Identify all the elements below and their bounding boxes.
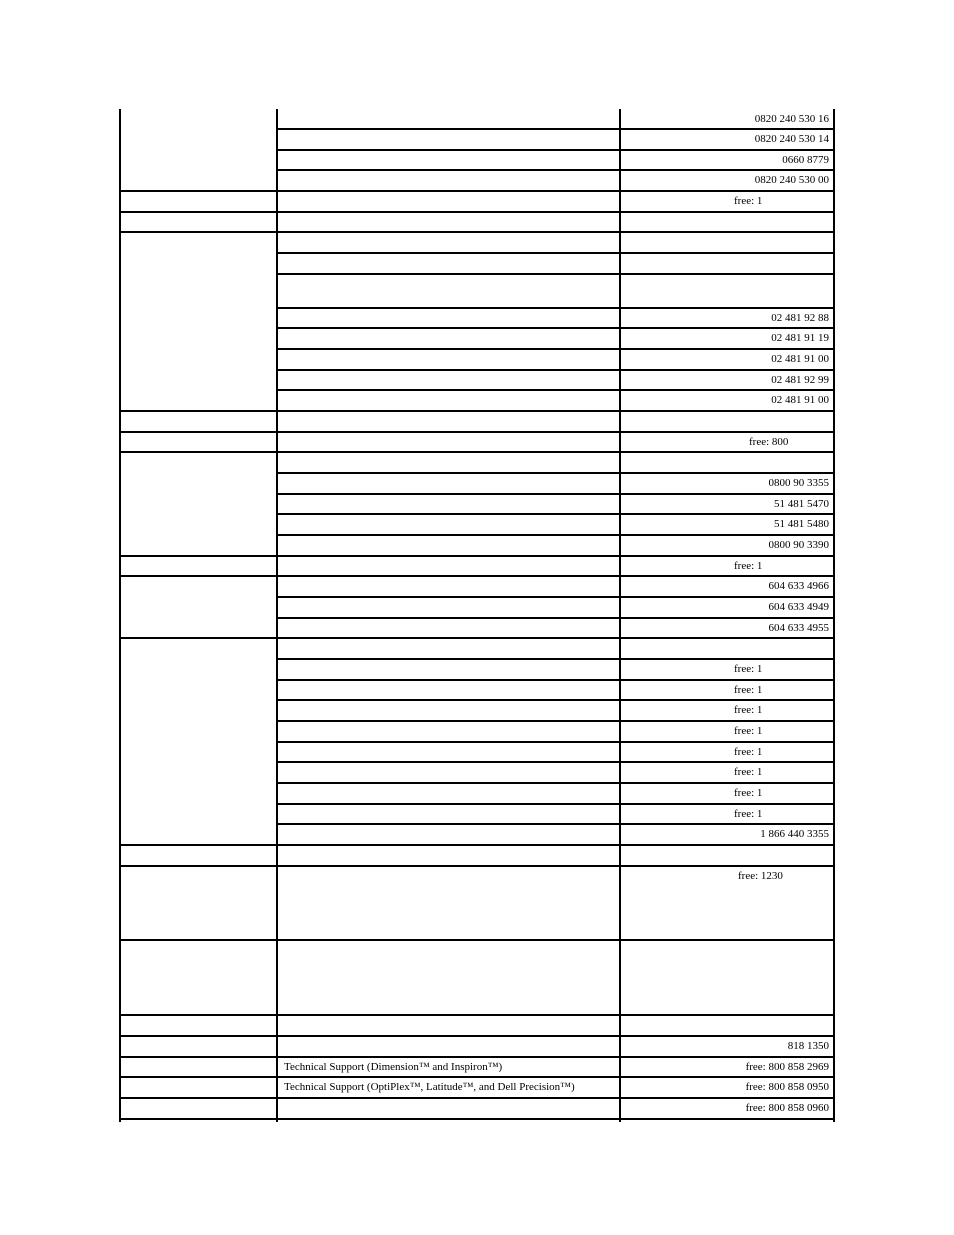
table-rule [119,1118,835,1120]
table-rule [119,575,278,577]
toll-free-label: free: 1 [734,746,763,758]
table-rule [119,1097,278,1099]
phone-number: 02 481 91 19 [771,332,829,344]
toll-free-label: free: 1 [734,663,763,675]
table-rule [276,431,835,433]
table-rule [276,555,835,557]
table-rule [276,149,835,151]
toll-free-label: free: 1 [734,684,763,696]
table-rule [276,493,835,495]
table-rule [276,513,835,515]
phone-number: 51 481 5470 [774,498,829,510]
phone-number: 0820 240 530 16 [754,113,829,125]
phone-number: 604 633 4966 [768,580,829,592]
phone-number: 604 633 4949 [768,601,829,613]
table-rule [276,761,835,763]
phone-number: 0800 90 3390 [768,539,829,551]
toll-free-label: free: 1 [734,787,763,799]
table-rule [119,231,278,233]
table-rule [119,1035,278,1037]
table-rule [276,782,835,784]
table-rule [276,575,835,577]
table-rule [119,109,121,1122]
table-rule [276,451,835,453]
table-rule [276,1035,835,1037]
phone-number: 02 481 92 88 [771,312,829,324]
table-rule [276,1014,835,1016]
table-rule [619,109,621,1122]
table-rule [276,369,835,371]
table-rule [276,169,835,171]
table-rule [276,252,835,254]
table-rule [276,658,835,660]
table-rule [119,555,278,557]
table-rule [276,596,835,598]
toll-free-label: free: 1 [734,808,763,820]
phone-number: 0800 90 3355 [768,477,829,489]
table-rule [276,844,835,846]
toll-free-label: free: 1230 [738,870,783,882]
table-rule [119,844,278,846]
toll-free-label: free: 800 [749,436,789,448]
table-rule [276,617,835,619]
phone-number: 51 481 5480 [774,518,829,530]
table-rule [276,273,835,275]
table-rule [276,231,835,233]
table-rule [276,389,835,391]
table-rule [276,939,835,941]
table-rule [276,410,835,412]
table-rule [119,431,278,433]
table-rule [276,534,835,536]
table-rule [276,1056,835,1058]
toll-free-label: free: 1 [734,195,763,207]
table-rule [276,348,835,350]
table-rule [119,1056,278,1058]
toll-free-label: free: 1 [734,560,763,572]
phone-number: free: 800 858 0950 [745,1081,829,1093]
phone-number: 0820 240 530 14 [754,133,829,145]
table-rule [276,865,835,867]
table-rule [276,720,835,722]
table-rule [276,803,835,805]
table-rule [119,939,278,941]
table-rule [119,1076,278,1078]
table-rule [276,307,835,309]
phone-number: 818 1350 [787,1040,829,1052]
table-rule [276,190,835,192]
phone-number: 0820 240 530 00 [754,174,829,186]
table-rule [119,637,278,639]
table-rule [276,741,835,743]
table-rule [119,410,278,412]
service-description: Technical Support (Dimension™ and Inspiron™) [284,1061,503,1073]
table-rule [276,1097,835,1099]
phone-number: 02 481 91 00 [771,353,829,365]
table-rule [276,1076,835,1078]
table-rule [833,109,835,1122]
table-rule [119,865,278,867]
phone-number: 0660 8779 [782,154,829,166]
phone-number: free: 800 858 0960 [745,1102,829,1114]
table-rule [119,211,278,213]
service-description: Technical Support (OptiPlex™, Latitude™, and Dell Precision™) [284,1081,575,1093]
table-rule [119,190,278,192]
table-rule [276,327,835,329]
table-rule [276,109,278,1122]
phone-number: free: 800 858 2969 [745,1061,829,1073]
table-rule [119,1014,278,1016]
phone-number: 02 481 92 99 [771,374,829,386]
table-rule [276,679,835,681]
table-rule [119,451,278,453]
table-rule [276,637,835,639]
table-rule [276,472,835,474]
phone-number: 1 866 440 3355 [760,828,829,840]
table-rule [276,823,835,825]
toll-free-label: free: 1 [734,766,763,778]
phone-number: 604 633 4955 [768,622,829,634]
table-rule [276,699,835,701]
table-rule [276,128,835,130]
table-rule [276,211,835,213]
toll-free-label: free: 1 [734,725,763,737]
toll-free-label: free: 1 [734,704,763,716]
phone-number: 02 481 91 00 [771,394,829,406]
